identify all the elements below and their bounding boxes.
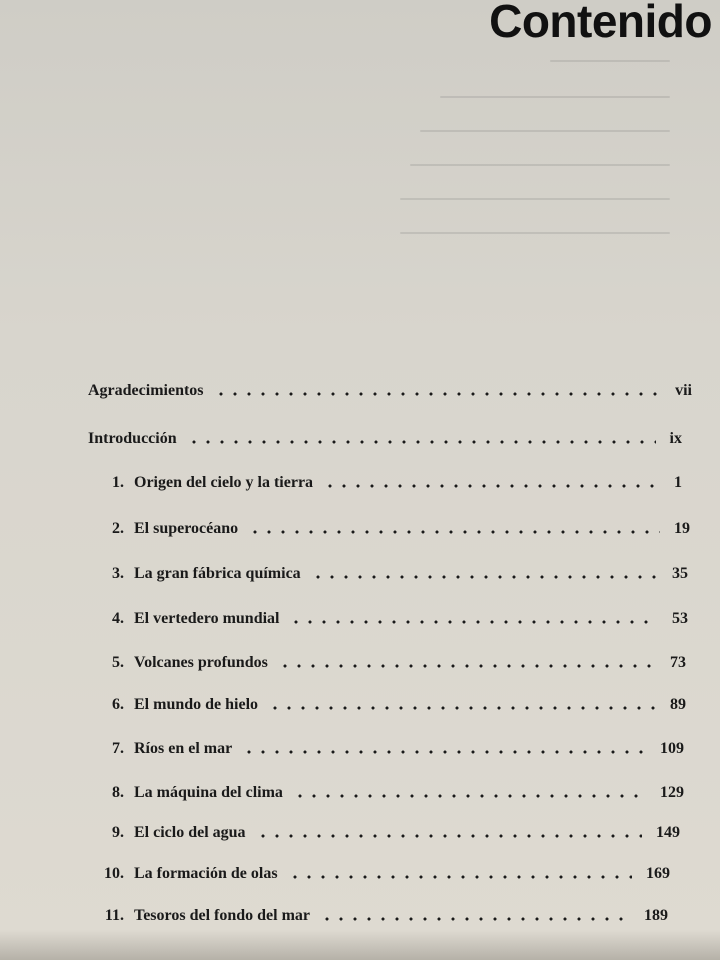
chapter-number: 9. xyxy=(112,824,124,841)
dot-leader xyxy=(278,653,656,669)
toc-page-number: ix xyxy=(669,430,682,447)
toc-entry-chapter-8 xyxy=(80,772,684,802)
toc-entry-chapter-5 xyxy=(80,642,686,672)
chapter-number: 1. xyxy=(112,474,124,491)
toc-page-number: 89 xyxy=(670,696,686,713)
chapter-number: 7. xyxy=(112,740,124,757)
dot-leader xyxy=(289,609,658,625)
toc-entry-introduccion xyxy=(88,418,682,448)
toc-page-number: 1 xyxy=(674,474,682,491)
toc-entry-label: La máquina del clima xyxy=(134,784,283,801)
chapter-number: 11. xyxy=(104,907,124,924)
chapter-number: 4. xyxy=(112,610,124,627)
chapter-number: 10. xyxy=(104,865,124,882)
chapter-number: 3. xyxy=(112,565,124,582)
dot-leader xyxy=(214,381,662,397)
toc-entry-label: El ciclo del agua xyxy=(134,824,246,841)
toc-entry-label: El vertedero mundial xyxy=(134,610,280,627)
page-title: Contenido xyxy=(489,0,712,47)
toc-page-number: 53 xyxy=(672,610,688,627)
toc-entry-chapter-2 xyxy=(80,508,690,538)
toc-page-number: vii xyxy=(675,382,692,399)
toc-page-number: 129 xyxy=(660,784,684,801)
chapter-number: 2. xyxy=(112,520,124,537)
dot-leader xyxy=(187,429,656,445)
toc-entry-label: Introducción xyxy=(88,430,177,447)
dot-leader xyxy=(248,519,660,535)
toc-entry-label: Ríos en el mar xyxy=(134,740,233,757)
toc-entry-label: El superocéano xyxy=(134,520,239,537)
dot-leader xyxy=(242,739,646,755)
toc-entry-label: Volcanes profundos xyxy=(134,654,268,671)
toc-page-number: 149 xyxy=(656,824,680,841)
toc-page-number: 35 xyxy=(672,565,688,582)
chapter-number: 5. xyxy=(112,654,124,671)
toc-entry-chapter-9 xyxy=(80,812,680,842)
toc-page-number: 73 xyxy=(670,654,686,671)
toc-entry-agradecimientos xyxy=(88,370,692,400)
toc-entry-chapter-3 xyxy=(80,553,688,583)
toc-page-number: 19 xyxy=(674,520,690,537)
dot-leader xyxy=(311,564,658,580)
toc-page-number: 109 xyxy=(660,740,684,757)
chapter-number: 8. xyxy=(112,784,124,801)
toc-entry-chapter-4 xyxy=(80,598,688,628)
toc-entry-label: Tesoros del fondo del mar xyxy=(134,907,311,924)
dot-leader xyxy=(268,695,656,711)
chapter-number: 6. xyxy=(112,696,124,713)
page-bottom-shadow xyxy=(0,930,720,960)
toc-entry-chapter-10 xyxy=(80,853,670,883)
dot-leader xyxy=(256,823,642,839)
toc-entry-label: La gran fábrica química xyxy=(134,565,301,582)
toc-entry-chapter-6 xyxy=(80,684,686,714)
toc-entry-label: Agradecimientos xyxy=(88,382,204,399)
dot-leader xyxy=(323,473,660,489)
toc-entry-label: La formación de olas xyxy=(134,865,278,882)
toc-page-number: 189 xyxy=(644,907,668,924)
toc-entry-chapter-7 xyxy=(80,728,684,758)
dot-leader xyxy=(293,783,646,799)
dot-leader xyxy=(320,906,630,922)
toc-entry-chapter-1 xyxy=(80,462,682,492)
dot-leader xyxy=(288,864,632,880)
toc-entry-label: El mundo de hielo xyxy=(134,696,259,713)
toc-page-number: 169 xyxy=(646,865,670,882)
toc-entry-chapter-11 xyxy=(80,895,668,925)
toc-entry-label: Origen del cielo y la tierra xyxy=(134,474,314,491)
